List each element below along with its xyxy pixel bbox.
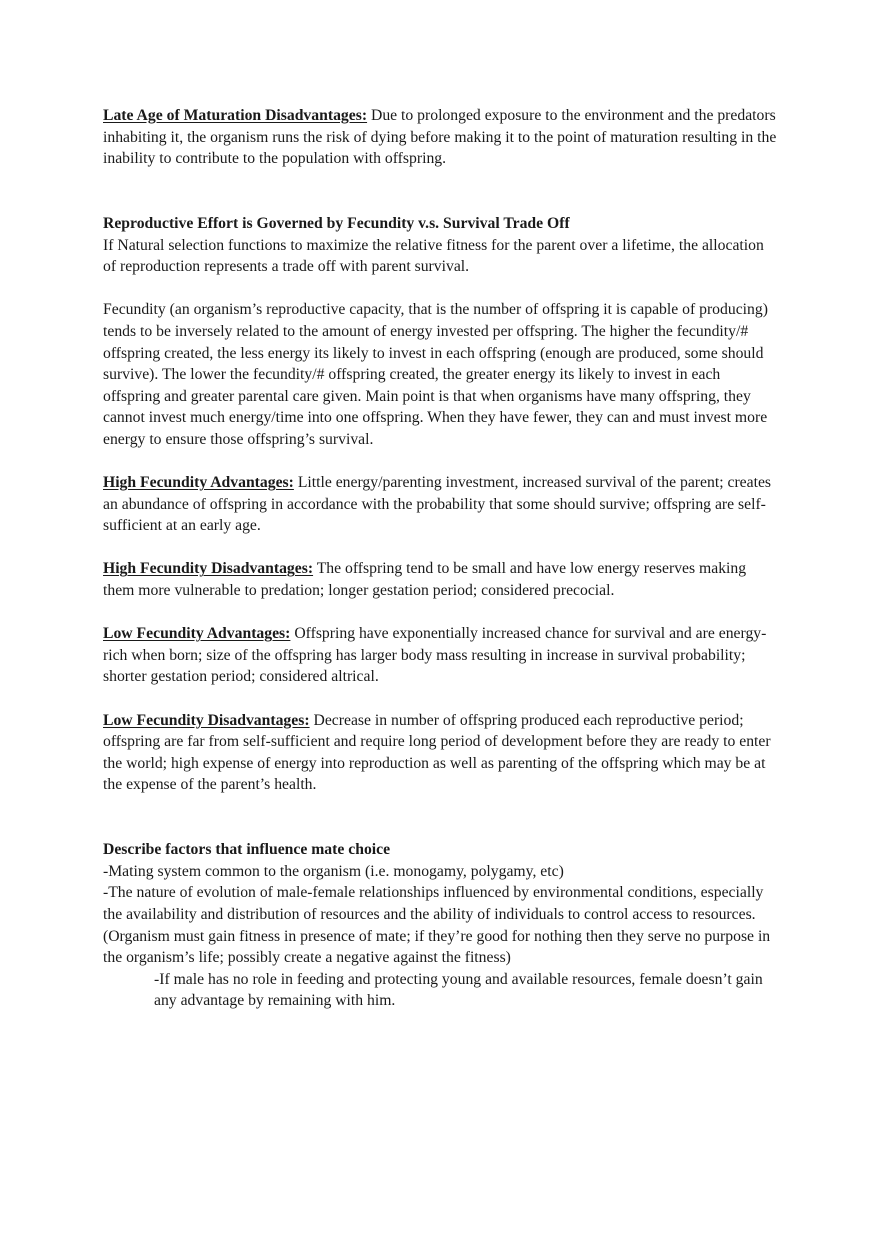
low-fecundity-disadvantages-text: Decrease in number of offspring produced each reproductive period; offspring are far from self-sufficient and require long period of development before they are ready to enter the world; high expense of energy into reproduction as well as parenting of the offspring which may be at the expense of the parent’s health. — [103, 711, 771, 794]
section-spacer — [103, 191, 779, 213]
reproductive-effort-intro: If Natural selection functions to maximize the relative fitness for the parent over a lifetime, the allocation of reproduction represents a trade off with parent survival. — [103, 236, 764, 276]
mate-choice-sub-item: -If male has no role in feeding and protecting young and available resources, female doesn’t gain any advantage by remaining with him. — [154, 970, 763, 1010]
low-fecundity-disadvantages-term: Low Fecundity Disadvantages: — [103, 711, 310, 729]
high-fecundity-advantages-term: High Fecundity Advantages: — [103, 474, 294, 492]
high-fecundity-disadvantages-term: High Fecundity Disadvantages: — [103, 560, 314, 578]
mate-choice-item: -Mating system common to the organism (i.e. monogamy, polygamy, etc) — [103, 862, 564, 880]
late-maturation-paragraph — [103, 105, 779, 170]
late-maturation-text: Due to prolonged exposure to the environment and the predators inhabiting it, the organism runs the risk of dying before making it to the point of maturation resulting in the inability to contribute to the population with offspring. — [103, 107, 777, 168]
fecundity-paragraph: Fecundity (an organism’s reproductive capacity, that is the number of offspring it is capable of producing) tends to be inversely related to the amount of energy invested per offspring. The higher the fecundity/# offspring created, the less energy its likely to invest in each offspring (enough are produced, some should survive). The lower the fecundity/# offspring created, the greater energy its likely to invest in each offspring and greater parental care given. Main point is that when organisms have many offspring, they cannot invest much energy/time into one offspring. When they have fewer, they can and must invest more energy to ensure those offspring’s survival. — [103, 301, 768, 448]
late-maturation-term: Late Age of Maturation Disadvantages: — [103, 107, 368, 124]
low-fecundity-disadvantages-paragraph — [103, 710, 779, 796]
low-fecundity-advantages-term: Low Fecundity Advantages: — [103, 625, 291, 643]
high-fecundity-disadvantages-text: The offspring tend to be small and have low energy reserves making them more vulnerable to predation; longer gestation period; considered precocial. — [103, 560, 747, 600]
document-body — [103, 105, 779, 1012]
mate-choice-heading: Describe factors that influence mate choice — [103, 841, 391, 859]
reproductive-effort-heading: Reproductive Effort is Governed by Fecundity v.s. Survival Trade Off — [103, 214, 570, 232]
high-fecundity-advantages-text: Little energy/parenting investment, increased survival of the parent; creates an abundance of offspring in accordance with the probability that some should survive; offspring are self-sufficient at an early age. — [103, 474, 772, 535]
section-spacer — [103, 818, 779, 840]
low-fecundity-advantages-text: Offspring have exponentially increased chance for survival and are energy-rich when born; size of the offspring has larger body mass resulting in increase in survival probability; shorter gestation period; considered altrical. — [103, 625, 767, 686]
high-fecundity-advantages-paragraph — [103, 472, 779, 537]
high-fecundity-disadvantages-paragraph — [103, 558, 779, 601]
mate-choice-item: -The nature of evolution of male-female relationships influenced by environmental conditions, especially the availability and distribution of resources and the ability of individuals to control access to resources. (Organism must gain fitness in presence of mate; if they’re good for nothing then they serve no purpose in the organism’s life; possibly create a negative against the fitness) — [103, 884, 771, 967]
low-fecundity-advantages-paragraph — [103, 623, 779, 688]
